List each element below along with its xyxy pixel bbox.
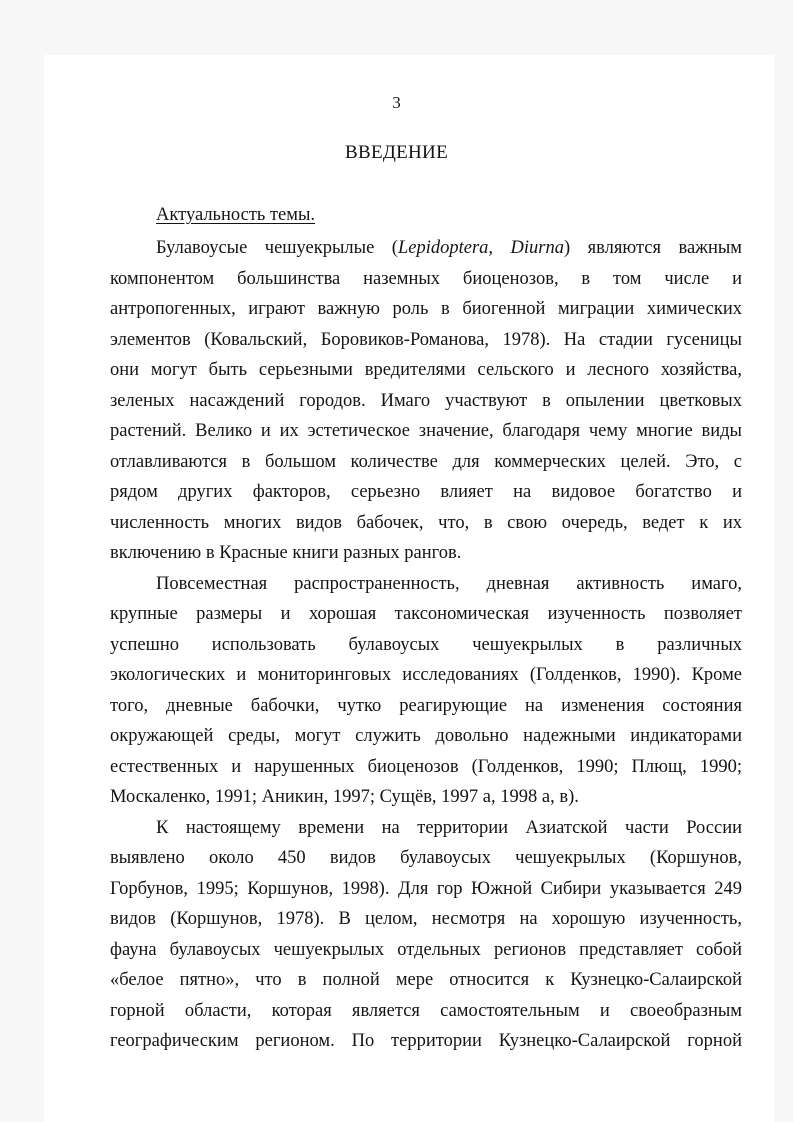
text-line: отлавливаются в большом количестве для коммерческих целей. Это, с [110,451,742,472]
text-line: антропогенных, играют важную роль в биогенной миграции химических [110,299,742,319]
text-line: горной области, которая является самостоятельным и своеобразным [110,1000,742,1021]
page-number: 3 [392,93,401,112]
text-line: географическим регионом. По территории Кузнецко-Салаирской горной [110,1031,742,1051]
text-line: того, дневные бабочки, чутко реагирующие на изменения состояния [110,695,742,716]
text-line: компонентом большинства наземных биоценозов, в том числе и [110,268,742,289]
text-line: рядом других факторов, серьезно влияет на видовое богатство и [110,482,742,502]
text-line: Москаленко, 1991; Аникин, 1997; Сущёв, 1997 а, 1998 а, в). [110,787,579,807]
text-line: элементов (Ковальский, Боровиков-Романова, 1978). На стадии гусеницы [110,329,742,350]
paragraph-1 [110,233,742,569]
paragraph-2 [110,569,742,813]
text-line: Булавоусые чешуекрылые (Lepidoptera, Diurna) являются важным [156,238,742,258]
text-line: экологических и мониторинговых исследованиях (Голденков, 1990). Кроме [110,665,742,685]
text-line: «белое пятно», что в полной мере относится к Кузнецко-Салаирской [110,970,742,990]
text-line: крупные размеры и хорошая таксономическая изученность позволяет [110,604,742,624]
text-line: Горбунов, 1995; Коршунов, 1998). Для гор Южной Сибири указывается 249 [110,878,742,899]
text-line: они могут быть серьезными вредителями сельского и лесного хозяйства, [110,360,742,380]
text-line: включению в Красные книги разных рангов. [110,543,462,563]
body-text [110,233,742,1057]
text-line: зеленых насаждений городов. Имаго участвуют в опылении цветковых [110,390,742,411]
text-line: фауна булавоусых чешуекрылых отдельных регионов представляет собой [110,939,742,960]
section-heading: Актуальность темы. [156,205,316,225]
page-title: ВВЕДЕНИЕ [345,142,448,163]
text-line: выявлено около 450 видов булавоусых чешуекрылых (Коршунов, [110,848,742,868]
text-line: Повсеместная распространенность, дневная активность имаго, [156,573,742,594]
text-line: естественных и нарушенных биоценозов (Голденков, 1990; Плющ, 1990; [110,756,742,777]
text-line: видов (Коршунов, 1978). В целом, несмотря на хорошую изученность, [110,909,742,929]
text-line: К настоящему времени на территории Азиатской части России [156,817,742,838]
text-line: численность многих видов бабочек, что, в свою очередь, ведет к их [110,512,742,533]
text-line: окружающей среды, могут служить довольно надежными индикаторами [110,726,742,746]
paragraph-3 [110,813,742,1057]
text-line: успешно использовать булавоусых чешуекрылых в различных [110,634,742,655]
text-line: растений. Велико и их эстетическое значение, благодаря чему многие виды [110,421,742,441]
